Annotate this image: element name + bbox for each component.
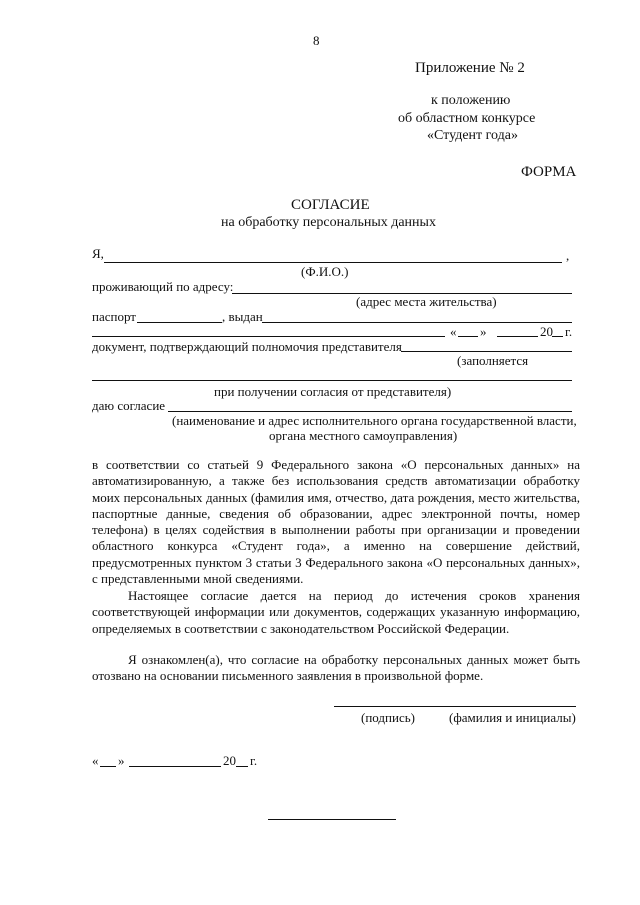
- form-label: ФОРМА: [521, 164, 577, 180]
- fio-comma: ,: [566, 248, 570, 263]
- footer-year-prefix: 20: [223, 753, 236, 768]
- passport-number-line[interactable]: [137, 322, 222, 323]
- address-caption: (адрес места жительства): [356, 294, 497, 309]
- fio-caption: (Ф.И.О.): [301, 264, 349, 279]
- footer-date-open-quote: «: [92, 753, 99, 768]
- consent-caption-1: (наименование и адрес исполнительного органа государственной власти,: [172, 413, 577, 428]
- rep-caption-2: при получении согласия от представителя): [214, 384, 452, 399]
- document-title: СОГЛАСИЕ: [291, 197, 370, 213]
- consent-recipient-line[interactable]: [168, 411, 572, 412]
- footer-year-line[interactable]: [236, 766, 248, 767]
- body-paragraph-1: в соответствии со статьей 9 Федерального закона «О персональных данных» на автоматизированную, а также без использования средств автоматизации обработку моих персональных данных (фамилия имя, отчество, дата рождения, место жительства, паспортные данные, сведения об образовании, адрес электронной почты, номер телефона) в целях содействия в выполнении работы при организации и проведении областного конкурса «Студент года», а именно на совершение действий, предусмотренных пунктом 3 статьи 3 Федерального закона «О персональных данных», с представленными мной сведениями.: [92, 457, 580, 587]
- footer-month-line[interactable]: [129, 766, 221, 767]
- passport-label: паспорт: [92, 309, 136, 324]
- page-number: 8: [313, 33, 320, 48]
- issue-year-suffix: г.: [565, 324, 573, 339]
- issue-date-open-quote: «: [450, 324, 457, 339]
- consent-caption-2: органа местного самоуправления): [269, 428, 458, 443]
- footer-date-close-quote: »: [118, 753, 125, 768]
- consent-label: даю согласие: [92, 398, 166, 413]
- issue-year-prefix: 20: [540, 324, 553, 339]
- footer-day-line[interactable]: [100, 766, 116, 767]
- issue-day-line[interactable]: [458, 336, 478, 337]
- rep-doc-label: документ, подтверждающий полномочия представителя: [92, 339, 402, 354]
- appendix-label: Приложение № 2: [415, 60, 525, 76]
- regulation-label: к положению: [431, 93, 511, 108]
- rep-doc-input-line-2[interactable]: [92, 380, 572, 381]
- signature-caption: (подпись): [361, 710, 415, 725]
- issued-by-line-2[interactable]: [92, 336, 445, 337]
- body-paragraph-3: Я ознакомлен(а), что согласие на обработку персональных данных может быть отозвано на основании письменного заявления в произвольной форме.: [92, 652, 580, 684]
- name-caption: (фамилия и инициалы): [449, 710, 576, 725]
- body-paragraph-2: Настоящее согласие дается на период до истечения сроков хранения соответствующей информации или документов, содержащих указанную информацию, определяемых в соответствии с законодательством Российской Федерации.: [92, 588, 580, 636]
- address-label: проживающий по адресу:: [92, 279, 234, 294]
- fio-input-line[interactable]: [104, 262, 562, 263]
- rep-doc-input-line[interactable]: [401, 351, 572, 352]
- issue-date-close-quote: »: [480, 324, 487, 339]
- contest-name: «Студент года»: [427, 128, 518, 143]
- issue-month-line[interactable]: [497, 336, 538, 337]
- i-label: Я,: [92, 246, 104, 261]
- issued-label: , выдан: [222, 309, 263, 324]
- issue-year-line[interactable]: [552, 336, 563, 337]
- signature-line[interactable]: [334, 706, 576, 707]
- closing-divider: [268, 819, 396, 820]
- issued-by-line[interactable]: [262, 322, 572, 323]
- contest-label: об областном конкурсе: [398, 111, 536, 126]
- document-subtitle: на обработку персональных данных: [221, 215, 436, 230]
- rep-caption-1: (заполняется: [457, 353, 529, 368]
- footer-year-suffix: г.: [250, 753, 258, 768]
